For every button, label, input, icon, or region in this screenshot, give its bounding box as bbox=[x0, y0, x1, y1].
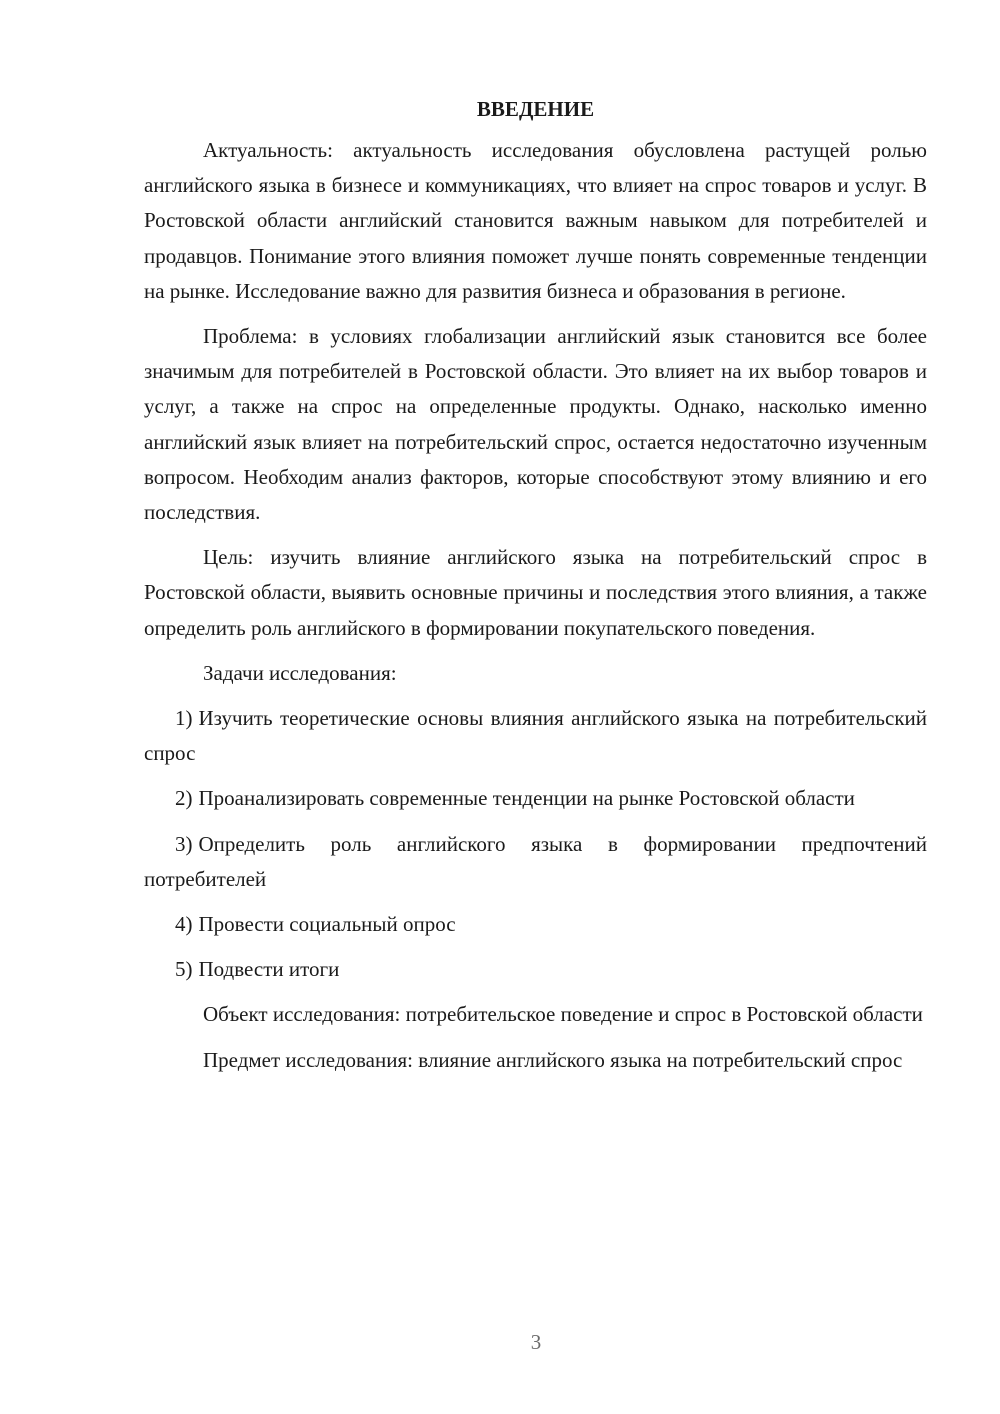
tasks-heading: Задачи исследования: bbox=[203, 660, 397, 685]
paragraph-subject: Предмет исследования: влияние английского языка на потребительский спрос bbox=[203, 1047, 903, 1072]
list-item-number: 4) bbox=[175, 912, 193, 937]
paragraph-goal: Цель: изучить влияние английского языка на потребительский спрос в Ростовской области, выявить основные причины и последствия этого влияния, а также определить роль английского в формировании покупательского поведения. bbox=[144, 545, 927, 640]
document-page bbox=[144, 92, 927, 1078]
list-item-text: Проанализировать современные тенденции на рынке Ростовской области bbox=[198, 786, 855, 811]
paragraph-relevance: Актуальность: актуальность исследования обусловлена растущей ролью английского языка в бизнесе и коммуникациях, что влияет на спрос товаров и услуг. В Ростовской области английский становится важным навыком для потребителей и продавцов. Понимание этого влияния поможет лучше понять современные тенденции на рынке. Исследование важно для развития бизнеса и образования в регионе. bbox=[144, 138, 927, 303]
paragraph-object: Объект исследования: потребительское поведение и спрос в Ростовской области bbox=[203, 1002, 923, 1027]
list-item bbox=[144, 827, 927, 897]
section-title: ВВЕДЕНИЕ bbox=[476, 97, 595, 121]
list-item-number: 1) bbox=[175, 706, 193, 731]
list-item-text: Изучить теоретические основы влияния английского языка на потребительский спрос bbox=[144, 706, 927, 766]
list-item-number: 5) bbox=[175, 957, 193, 982]
page-number: 3 bbox=[530, 1330, 542, 1354]
list-item-number: 3) bbox=[175, 831, 193, 856]
list-item-text: Провести социальный опрос bbox=[198, 912, 456, 937]
list-item-number: 2) bbox=[175, 786, 193, 811]
list-item-text: Определить роль английского языка в формировании предпочтений потребителей bbox=[144, 831, 927, 891]
list-item bbox=[144, 907, 927, 942]
list-item-text: Подвести итоги bbox=[198, 957, 340, 982]
list-item bbox=[144, 781, 927, 816]
paragraph-problem: Проблема: в условиях глобализации английский язык становится все более значимым для потребителей в Ростовской области. Это влияет на их выбор товаров и услуг, а также на спрос на определенные продукты. Однако, насколько именно английский язык влияет на потребительский спрос, остается недостаточно изученным вопросом. Необходим анализ факторов, которые способствуют этому влиянию и его последствия. bbox=[144, 324, 927, 525]
list-item bbox=[144, 952, 927, 987]
list-item bbox=[144, 701, 927, 771]
